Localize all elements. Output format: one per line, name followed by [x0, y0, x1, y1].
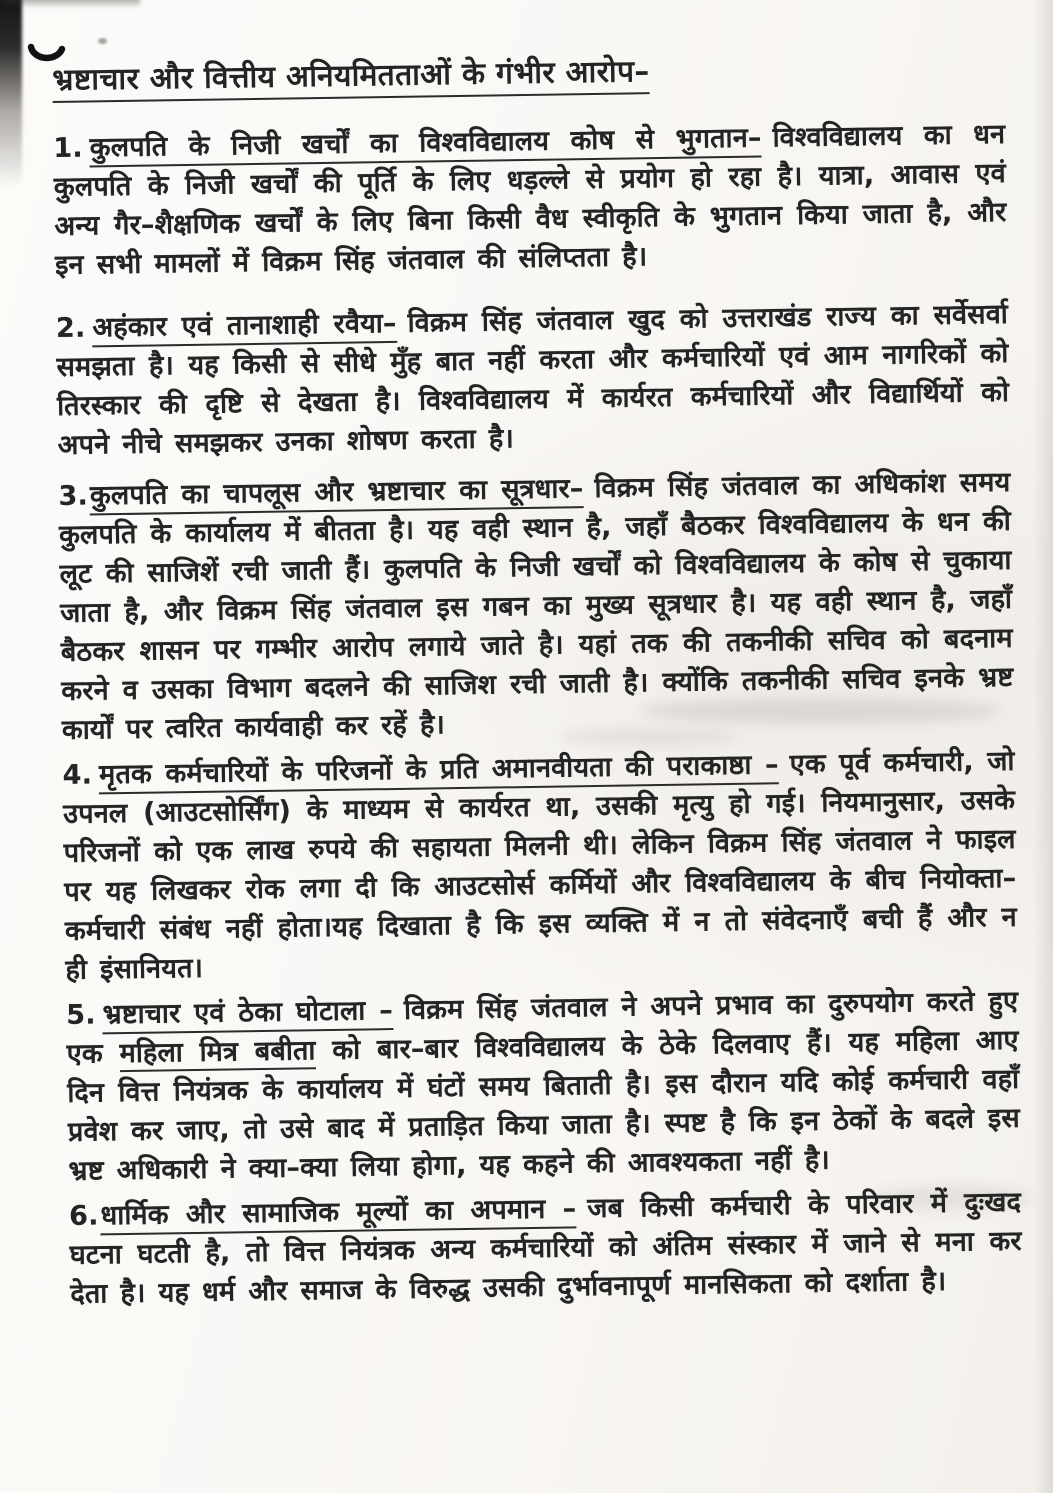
- section-6: [69, 1183, 1023, 1314]
- section-3-heading: कुलपति का चापलूस और भ्रष्टाचार का सूत्रधार–: [90, 473, 584, 515]
- section-5-number: 5.: [65, 999, 96, 1031]
- section-6-body: जब किसी कर्मचारी के परिवार में दुःखद घटना घटती है, तो वित्त नियंत्रक अन्य कर्मचारियों को अंतिम संस्कार में जाने से मना कर देता है। यह धर्म और समाज के विरुद्ध उसकी दुर्भावनापूर्ण मानसिकता को दर्शाता है।: [69, 1186, 1022, 1310]
- section-5-body-pre: विक्रम सिंह जंतवाल ने अपने प्रभाव का दुरुपयोग करते हुए एक: [66, 985, 1019, 1070]
- section-2-heading: अहंकार एवं तानाशाही रवैया–: [92, 308, 397, 348]
- document-content: [52, 44, 1023, 1320]
- scanner-edge-shadow: [0, 0, 22, 188]
- section-6-number: 6.: [68, 1200, 99, 1232]
- section-1-body: विश्वविद्यालय का धन कुलपति के निजी खर्चों की पूर्ति के लिए धड़ल्ले से प्रयोग हो रहा है। यात्रा, आवास एवं अन्य गैर–शैक्षणिक खर्चों के लिए बिना किसी वैध स्वीकृति के भुगतान किया जाता है, और इन सभी मामलों में विक्रम सिंह जंतवाल की संलिप्तता है।: [53, 118, 1007, 281]
- scanner-right-shade: [1033, 0, 1053, 1493]
- page-title-text: भ्रष्टाचार और वित्तीय अनियमितताओं के गंभीर आरोप–: [52, 54, 650, 103]
- section-5: [66, 982, 1021, 1191]
- section-2-number: 2.: [55, 312, 86, 344]
- section-5-body-post: को बार–बार विश्वविद्यालय के ठेके दिलवाए हैं। यह महिला आए दिन वित्त नियंत्रक के कार्यालय में घंटों समय बिताती है। इस दौरान यदि कोई कर्मचारी वहाँ प्रवेश कर जाए, तो उसे बाद में प्रताड़ित किया जाता है। स्पष्ट है कि इन ठेकों के बदले इस भ्रष्ट अधिकारी ने क्या–क्या लिया होगा, यह कहने की आवश्यकता नहीं है।: [67, 1024, 1021, 1187]
- section-5-heading: भ्रष्टाचार एवं ठेका घोटाला –: [102, 995, 393, 1034]
- section-4-body: एक पूर्व कर्मचारी, जो उपनल (आउटसोर्सिंग) के माध्यम से कार्यरत था, उसकी मृत्यु हो गई। नियमानुसार, उसके परिजनों को एक लाख रुपये की सहायता मिलनी थी। लेकिन विक्रम सिंह जंतवाल ने फाइल पर यह लिखकर रोक लगा दी कि आउटसोर्स कर्मियों और विश्वविद्यालय के बीच नियोक्ता–कर्मचारी संबंध नहीं होता।यह दिखाता है कि इस व्यक्ति में न तो संवेदनाएँ बची हैं और न ही इंसानियत।: [62, 745, 1018, 986]
- section-2: [56, 295, 1010, 465]
- scanner-top-shade: [0, 0, 140, 8]
- section-2-body: विक्रम सिंह जंतवाल खुद को उत्तराखंड राज्य का सर्वेसर्वा समझता है। यह किसी से सीधे मुँह बात नहीं करता और कर्मचारियों एवं आम नागरिकों को तिरस्कार की दृष्टि से देखता है। विश्वविद्यालय में कार्यरत कर्मचारियों और विद्यार्थियों को अपने नीचे समझकर उनका शोषण करता है।: [56, 298, 1010, 461]
- section-1-heading: कुलपति के निजी खर्चों का विश्वविद्यालय कोष से भुगतान–: [90, 122, 762, 167]
- section-5-underlined-phrase: महिला मित्र बबीता: [119, 1035, 316, 1072]
- section-1: [53, 115, 1007, 285]
- section-4-number: 4.: [62, 759, 93, 791]
- section-4: [62, 742, 1017, 990]
- section-6-heading: धार्मिक और सामाजिक मूल्यों का अपमान –: [100, 1193, 576, 1235]
- section-1-number: 1.: [53, 132, 84, 164]
- section-4-heading: मृतक कर्मचारियों के परिजनों के प्रति अमानवीयता की पराकाष्ठा –: [99, 749, 779, 794]
- scan-speck: [98, 38, 107, 44]
- page-title: [52, 44, 1005, 99]
- section-3: [58, 463, 1014, 750]
- section-3-number: 3.: [58, 480, 89, 512]
- section-3-body: विक्रम सिंह जंतवाल का अधिकांश समय कुलपति के कार्यालय में बीतता है। यह वही स्थान है, जहाँ बैठकर विश्वविद्यालय के धन की लूट की साजिशें रची जाती हैं। कुलपति के निजी खर्चों को विश्वविद्यालय के कोष से चुकाया जाता है, और विक्रम सिंह जंतवाल इस गबन का मुख्य सूत्रधार है। यह वही स्थान है, जहाँ बैठकर शासन पर गम्भीर आरोप लगाये जाते है। यहां तक की तकनीकी सचिव को बदनाम करने व उसका विभाग बदलने की साजिश रची जाती है। क्योंकि तकनीकी सचिव इनके भ्रष्ट कार्यों पर त्वरित कार्यवाही कर रहें है।: [58, 466, 1014, 746]
